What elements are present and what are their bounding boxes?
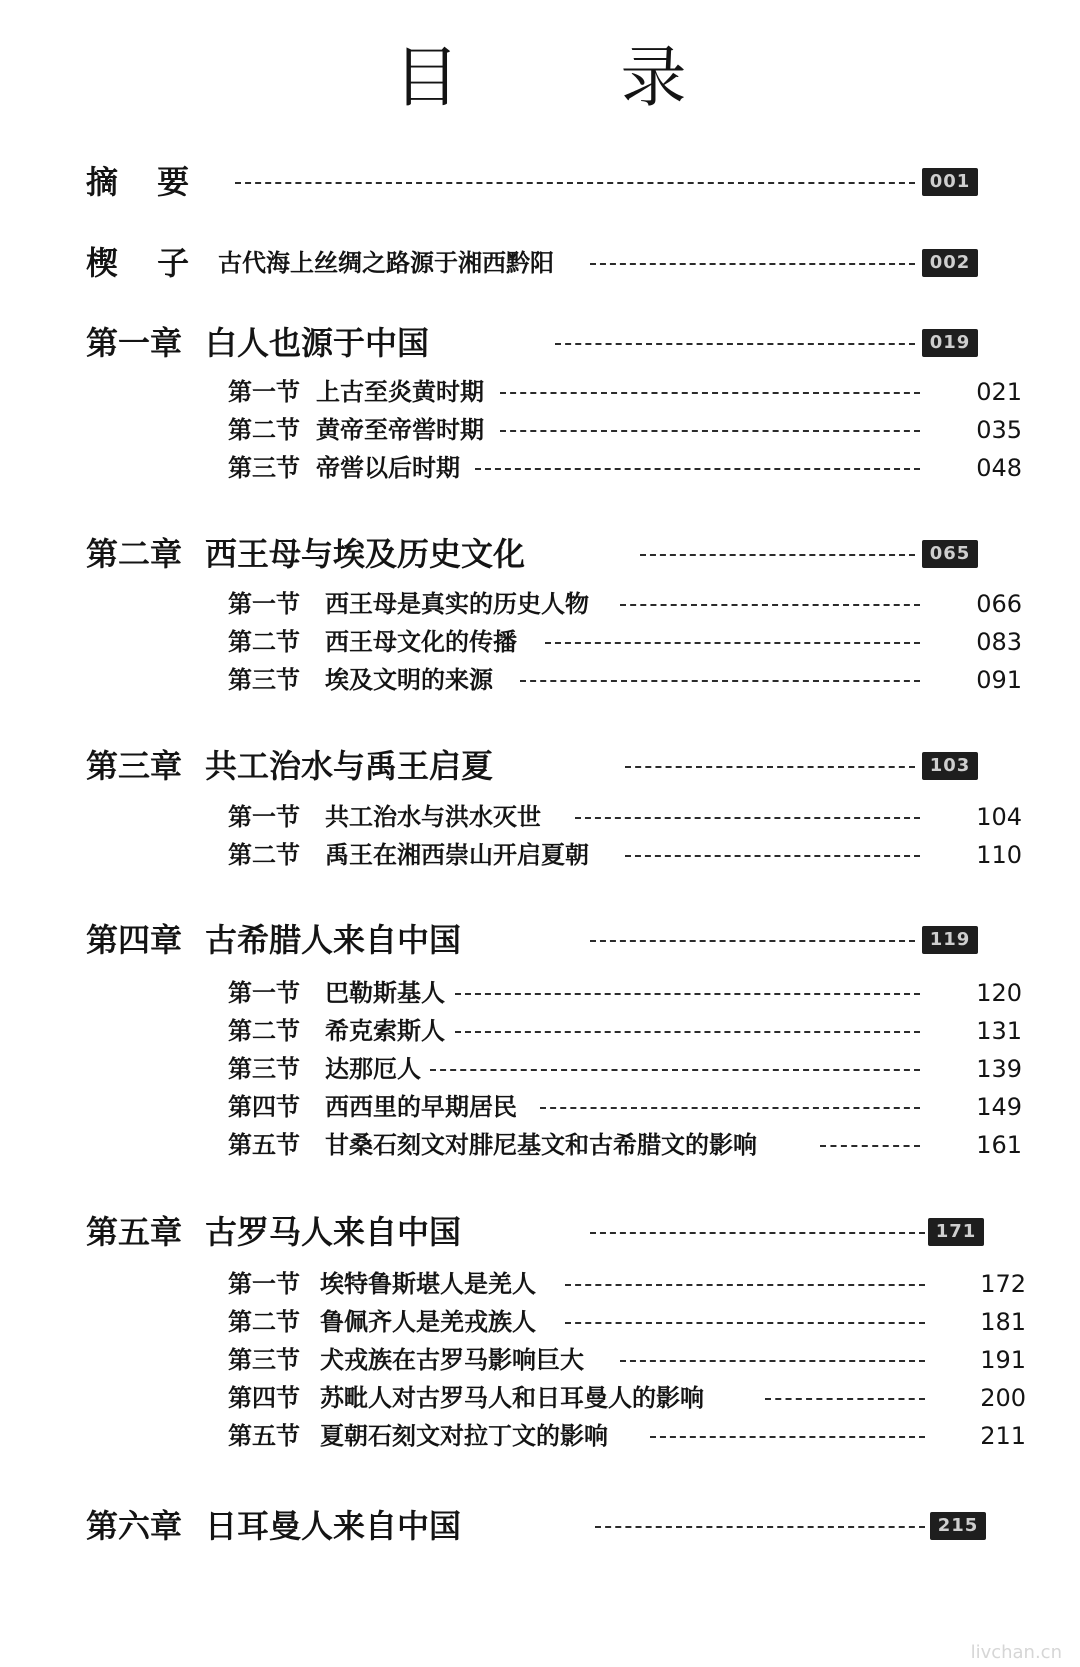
dot-leader [590,1232,925,1234]
toc-section-row[interactable] [0,585,1080,623]
section-title: 埃及文明的来源 [325,665,493,694]
dot-leader [565,1322,925,1324]
chapter-label: 第四章 [86,921,183,959]
prologue-subtitle: 古代海上丝绸之路源于湘西黔阳 [218,248,554,277]
section-number: 第二节 [228,1016,300,1045]
chapter-label: 第三章 [86,747,183,785]
toc-section-row[interactable] [0,1050,1080,1088]
toc-chapter-row[interactable] [0,920,1080,960]
section-page: 048 [976,454,1022,482]
section-page: 172 [980,1270,1026,1298]
section-page: 083 [976,628,1022,656]
section-number: 第二节 [228,1307,300,1336]
section-number: 第四节 [228,1383,300,1412]
dot-leader [620,604,920,606]
dot-leader [475,468,920,470]
section-title: 苏毗人对古罗马人和日耳曼人的影响 [320,1383,704,1412]
section-page: 110 [976,841,1022,869]
section-title: 西西里的早期居民 [325,1092,517,1121]
section-page: 200 [980,1384,1026,1412]
dot-leader [455,1031,920,1033]
toc-chapter-row[interactable] [0,1212,1080,1252]
page-number-badge: 001 [922,168,978,196]
section-page: 211 [980,1422,1026,1450]
toc-prologue-row[interactable] [0,243,1080,283]
dot-leader [625,766,915,768]
section-title: 巴勒斯基人 [325,978,445,1007]
dot-leader [575,817,920,819]
page-number-badge: 119 [922,926,978,954]
section-page: 161 [976,1131,1022,1159]
toc-chapter-row[interactable] [0,323,1080,363]
section-title: 西王母是真实的历史人物 [325,589,589,618]
toc-section-row[interactable] [0,1379,1080,1417]
section-number: 第五节 [228,1421,300,1450]
section-title: 黄帝至帝喾时期 [316,415,484,444]
dot-leader [640,554,915,556]
page-title: 目 录 [393,39,757,116]
page-number-badge: 171 [928,1218,984,1246]
chapter-label: 第一章 [86,324,183,362]
dot-leader [520,680,920,682]
prologue-label: 楔 子 [86,244,204,282]
section-title: 西王母文化的传播 [325,627,517,656]
toc-chapter-row[interactable] [0,534,1080,574]
section-title: 甘桑石刻文对腓尼基文和古希腊文的影响 [325,1130,757,1159]
section-page: 091 [976,666,1022,694]
toc-chapter-row[interactable] [0,746,1080,786]
dot-leader [595,1526,925,1528]
section-number: 第一节 [228,978,300,1007]
dot-leader [500,430,920,432]
toc-section-row[interactable] [0,836,1080,874]
toc-section-row[interactable] [0,449,1080,487]
section-number: 第二节 [228,415,300,444]
dot-leader [555,343,915,345]
toc-section-row[interactable] [0,1088,1080,1126]
toc-section-row[interactable] [0,1417,1080,1455]
section-page: 131 [976,1017,1022,1045]
toc-section-row[interactable] [0,373,1080,411]
chapter-title: 日耳曼人来自中国 [205,1507,462,1545]
chapter-title: 古罗马人来自中国 [205,1213,462,1251]
watermark: livchan.cn [970,1642,1062,1663]
dot-leader [235,182,915,184]
toc-section-row[interactable] [0,623,1080,661]
section-number: 第一节 [228,377,300,406]
section-page: 191 [980,1346,1026,1374]
section-page: 104 [976,803,1022,831]
chapter-label: 第二章 [86,535,183,573]
section-number: 第三节 [228,453,300,482]
section-number: 第一节 [228,802,300,831]
dot-leader [625,855,920,857]
abstract-label: 摘 要 [86,163,204,201]
chapter-title: 古希腊人来自中国 [205,921,462,959]
page-number-badge: 215 [930,1512,986,1540]
section-title: 犬戎族在古罗马影响巨大 [320,1345,584,1374]
section-title: 共工治水与洪水灭世 [325,802,541,831]
toc-section-row[interactable] [0,1012,1080,1050]
section-title: 埃特鲁斯堪人是羌人 [320,1269,536,1298]
toc-section-row[interactable] [0,661,1080,699]
section-number: 第一节 [228,589,300,618]
dot-leader [455,993,920,995]
chapter-label: 第五章 [86,1213,183,1251]
section-number: 第三节 [228,1054,300,1083]
dot-leader [820,1145,920,1147]
section-number: 第五节 [228,1130,300,1159]
dot-leader [765,1398,925,1400]
section-page: 149 [976,1093,1022,1121]
toc-section-row[interactable] [0,1126,1080,1164]
toc-section-row[interactable] [0,411,1080,449]
dot-leader [500,392,920,394]
section-title: 希克索斯人 [325,1016,445,1045]
chapter-title: 白人也源于中国 [205,324,430,362]
section-number: 第三节 [228,665,300,694]
section-page: 139 [976,1055,1022,1083]
section-number: 第二节 [228,840,300,869]
section-page: 181 [980,1308,1026,1336]
page-number-badge: 065 [922,540,978,568]
toc-section-row[interactable] [0,974,1080,1012]
section-number: 第二节 [228,627,300,656]
section-title: 帝喾以后时期 [316,453,460,482]
section-number: 第一节 [228,1269,300,1298]
section-title: 上古至炎黄时期 [316,377,484,406]
dot-leader [620,1360,925,1362]
section-page: 035 [976,416,1022,444]
dot-leader [540,1107,920,1109]
toc-section-row[interactable] [0,1265,1080,1303]
toc-chapter-row[interactable] [0,1506,1080,1546]
section-title: 鲁佩齐人是羌戎族人 [320,1307,536,1336]
toc-abstract-row[interactable] [0,162,1080,202]
toc-section-row[interactable] [0,1341,1080,1379]
page-number-badge: 002 [922,249,978,277]
section-page: 120 [976,979,1022,1007]
page-number-badge: 103 [922,752,978,780]
dot-leader [650,1436,925,1438]
dot-leader [430,1069,920,1071]
toc-section-row[interactable] [0,1303,1080,1341]
page-number-badge: 019 [922,329,978,357]
toc-section-row[interactable] [0,798,1080,836]
chapter-title: 西王母与埃及历史文化 [205,535,526,573]
dot-leader [590,940,915,942]
section-number: 第三节 [228,1345,300,1374]
section-page: 066 [976,590,1022,618]
section-number: 第四节 [228,1092,300,1121]
section-title: 禹王在湘西崇山开启夏朝 [325,840,589,869]
section-page: 021 [976,378,1022,406]
section-title: 夏朝石刻文对拉丁文的影响 [320,1421,608,1450]
dot-leader [590,263,915,265]
dot-leader [565,1284,925,1286]
dot-leader [545,642,920,644]
section-title: 达那厄人 [325,1054,421,1083]
chapter-title: 共工治水与禹王启夏 [205,747,494,785]
chapter-label: 第六章 [86,1507,183,1545]
